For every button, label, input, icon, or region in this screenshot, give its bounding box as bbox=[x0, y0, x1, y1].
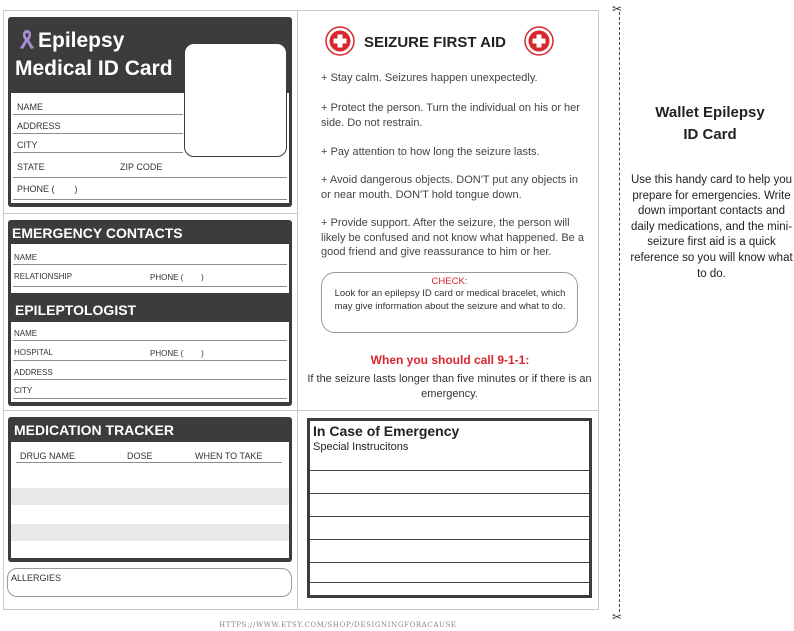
col-drug-name: DRUG NAME bbox=[20, 451, 76, 461]
first-aid-tip: + Avoid dangerous objects. DON'T put any objects in or near mouth. DON'T hold tongue down. bbox=[321, 174, 578, 201]
id-card-title-line2: Medical ID Card bbox=[15, 57, 173, 80]
emergency-title: In Case of Emergency bbox=[313, 423, 460, 439]
name-label: NAME bbox=[17, 102, 44, 112]
first-aid-tip: + Provide support. After the seizure, the person will likely be confused and not know what happened. Be a good friend and give reassurance to him or her. bbox=[321, 217, 584, 258]
first-aid-tip: + Pay attention to how long the seizure lasts. bbox=[321, 146, 540, 158]
hospital-label: HOSPITAL bbox=[14, 348, 53, 357]
hospital-line[interactable] bbox=[13, 360, 287, 361]
instruction-line[interactable] bbox=[310, 470, 589, 471]
med-row-shade-2[interactable] bbox=[11, 524, 289, 541]
check-text: Look for an epilepsy ID card or medical bracelet, which may give information about the seizure and what to do. bbox=[334, 288, 566, 312]
epi-city-label: CITY bbox=[14, 386, 33, 395]
med-header-line bbox=[16, 462, 282, 463]
state-label: STATE bbox=[17, 162, 45, 172]
id-card bbox=[8, 17, 292, 207]
instruction-line[interactable] bbox=[310, 516, 589, 517]
photo-box[interactable] bbox=[184, 43, 287, 157]
col-dose: DOSE bbox=[127, 451, 153, 461]
instruction-line[interactable] bbox=[310, 539, 589, 540]
relationship-label: RELATIONSHIP bbox=[14, 272, 73, 281]
allergies-label: ALLERGIES bbox=[11, 573, 62, 583]
frame-divider-2 bbox=[3, 410, 599, 411]
frame-divider-1 bbox=[3, 213, 298, 214]
id-card-title-line1: Epilepsy bbox=[38, 29, 125, 52]
name-line[interactable] bbox=[13, 114, 183, 115]
side-title-line1: Wallet Epilepsy bbox=[655, 104, 765, 121]
col-when-to-take: WHEN TO TAKE bbox=[195, 451, 263, 461]
first-aid-tip: + Protect the person. Turn the individual on his or her side. Do not restrain. bbox=[321, 102, 580, 129]
contact-phone-label: PHONE ( ) bbox=[150, 273, 204, 282]
address-line[interactable] bbox=[13, 133, 183, 134]
epi-city-line[interactable] bbox=[13, 398, 287, 399]
epi-address-label: ADDRESS bbox=[14, 368, 53, 377]
med-row-shade-1[interactable] bbox=[11, 488, 289, 505]
city-line[interactable] bbox=[13, 152, 183, 153]
call-911-title: When you should call 9-1-1: bbox=[370, 353, 530, 367]
epi-phone-label: PHONE ( ) bbox=[150, 349, 204, 358]
epileptologist-title: EPILEPTOLOGIST bbox=[15, 302, 137, 318]
call-911-text: If the seizure lasts longer than five minutes or if there is an emergency. bbox=[307, 373, 592, 400]
epi-address-line[interactable] bbox=[13, 379, 287, 380]
footer-url: HTTPS://WWW.ETSY.COM/SHOP/DESIGNINGFORACAUSE bbox=[219, 621, 457, 629]
emergency-contacts-card bbox=[8, 220, 292, 406]
instruction-line[interactable] bbox=[310, 582, 589, 583]
contact-name-line[interactable] bbox=[13, 264, 287, 265]
address-label: ADDRESS bbox=[17, 121, 61, 131]
first-aid-tip: + Stay calm. Seizures happen unexpectedly. bbox=[321, 72, 538, 84]
relationship-line[interactable] bbox=[13, 286, 287, 287]
zip-label: ZIP CODE bbox=[120, 162, 163, 172]
emergency-contacts-title: EMERGENCY CONTACTS bbox=[12, 225, 183, 241]
first-aid-title: SEIZURE FIRST AID bbox=[364, 34, 506, 51]
awareness-ribbon-icon bbox=[19, 28, 35, 50]
phone-line[interactable] bbox=[13, 199, 287, 200]
scissors-icon: ✂ bbox=[612, 2, 623, 16]
scissors-icon: ✂ bbox=[612, 610, 623, 624]
red-cross-icon bbox=[325, 26, 355, 56]
instruction-line[interactable] bbox=[310, 562, 589, 563]
side-title-line2: ID Card bbox=[683, 126, 737, 143]
epi-name-line[interactable] bbox=[13, 340, 287, 341]
state-line[interactable] bbox=[13, 177, 287, 178]
medication-title: MEDICATION TRACKER bbox=[14, 422, 174, 438]
emergency-subtitle: Special Instrucitons bbox=[313, 441, 409, 453]
instruction-line[interactable] bbox=[310, 493, 589, 494]
side-description: Use this handy card to help you prepare for emergencies. Write down important contacts and daily medications, and the mini- seizure first aid is a quick reference so you will know what to do. bbox=[630, 174, 793, 280]
check-title: CHECK: bbox=[431, 276, 468, 287]
epi-name-label: NAME bbox=[14, 329, 38, 338]
city-label: CITY bbox=[17, 140, 38, 150]
cut-line bbox=[619, 12, 620, 612]
red-cross-icon bbox=[524, 26, 554, 56]
contact-name-label: NAME bbox=[14, 253, 38, 262]
phone-label: PHONE ( ) bbox=[17, 184, 78, 194]
epileptologist-form bbox=[11, 322, 289, 402]
medication-card bbox=[8, 417, 292, 562]
